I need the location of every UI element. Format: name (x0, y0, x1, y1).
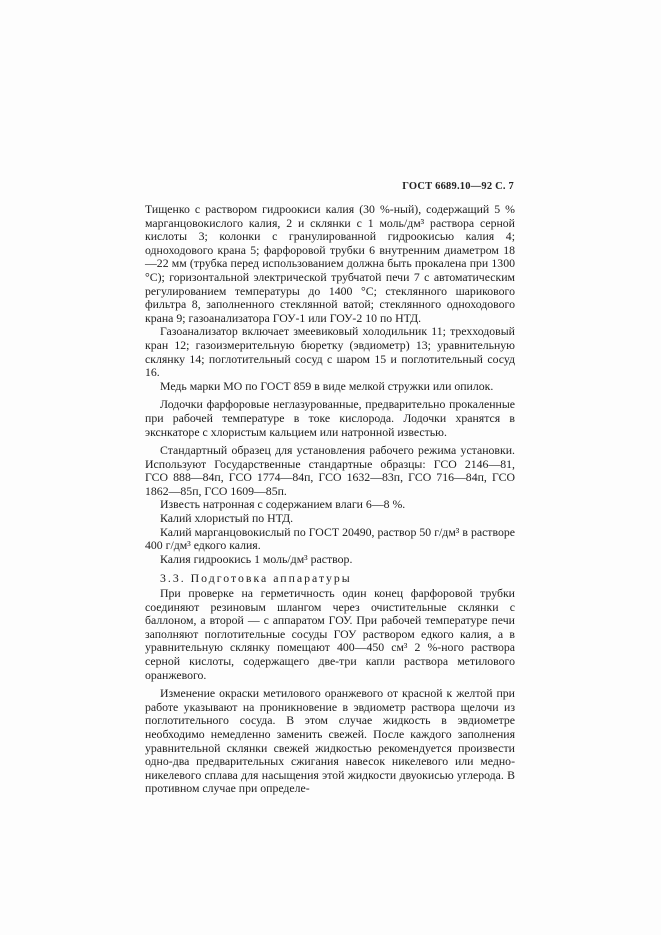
paragraph: Стандартный образец для установления рабочего режима установки. Используют Государственные стандартные образцы: ГСО 2146—81, ГСО 888—84п, ГСО 1774—84п, ГСО 1632—83п, ГСО 716—84п, ГСО 1862—85п, ГСО 1609—85п. (145, 443, 515, 498)
paragraph: Известь натронная с содержанием влаги 6—8 %. (160, 497, 406, 512)
paragraph: Лодочки фарфоровые неглазурованные, предварительно прокаленные при рабочей температуре в токе кислорода. Лодочки хранятся в экснкаторе с хлористым кальцием или натронной известью. (145, 397, 515, 439)
document-body (145, 203, 515, 796)
paragraph: При проверке на герметичность один конец фарфоровой трубки соединяют резиновым шлангом через очистительные склянки с баллоном, а второй — с аппаратом ГОУ. При рабочей температуре печи заполняют поглотительные сосуды ГОУ раствором едкого калия, а в уравнительную склянку помещают 400—450 см³ 2 %-ного раствора серной кислоты, содержащего две-три капли раствора метилового оранжевого. (145, 586, 515, 682)
paragraph: Калий марганцовокислый по ГОСТ 20490, раствор 50 г/дм³ в растворе 400 г/дм³ едкого калия. (145, 524, 515, 553)
section-heading: 3.3. Подготовка аппаратуры (160, 571, 352, 586)
paragraph: Калия гидроокись 1 моль/дм³ раствор. (160, 551, 353, 566)
paragraph: Тищенко с раствором гидроокиси калия (30 %-ный), содержащий 5 % марганцовокислого калия, 2 и склянки с 1 моль/дм³ раствора серной кислоты 3; колонки с гранулированной гидроокисью калия 4; одноходового крана 5; фарфоровой трубки 6 внутренним диаметром 18—22 мм (трубка перед использованием должна быть прокалена при 1300 °С); горизонтальной электрической трубчатой печи 7 с автоматическим регулированием температуры до 1400 °С; стеклянного шарикового фильтра 8, заполненного стеклянной ватой; стеклянного одноходового крана 9; газоанализатора ГОУ-1 или ГОУ-2 10 по НТД. (145, 202, 515, 325)
paragraph: Изменение окраски метилового оранжевого от красной к желтой при работе указывают на проникновение в эвдиометр раствора щелочи из поглотительного сосуда. В этом случае жидкость в эвдиометре необходимо немедленно заменить свежей. После каждого заполнения уравнительной склянки свежей жидкостью рекомендуется произвести одно-два предварительных сжигания навесок никелевого или медно-никелевого сплава для насыщения этой жидкости двуокисью углерода. В противном случае при определе- (145, 686, 515, 796)
paragraph: Калий хлористый по НТД. (160, 511, 294, 526)
paragraph: Медь марки МО по ГОСТ 859 в виде мелкой стружки или опилок. (160, 378, 494, 393)
running-header: ГОСТ 6689.10—92 С. 7 (402, 181, 514, 192)
paragraph: Газоанализатор включает змеевиковый холодильник 11; трехходовый кран 12; газоизмерительную бюретку (эвдиометр) 13; уравнительную склянку 14; поглотительный сосуд с шаром 15 и поглотительный сосуд 16. (145, 324, 515, 380)
